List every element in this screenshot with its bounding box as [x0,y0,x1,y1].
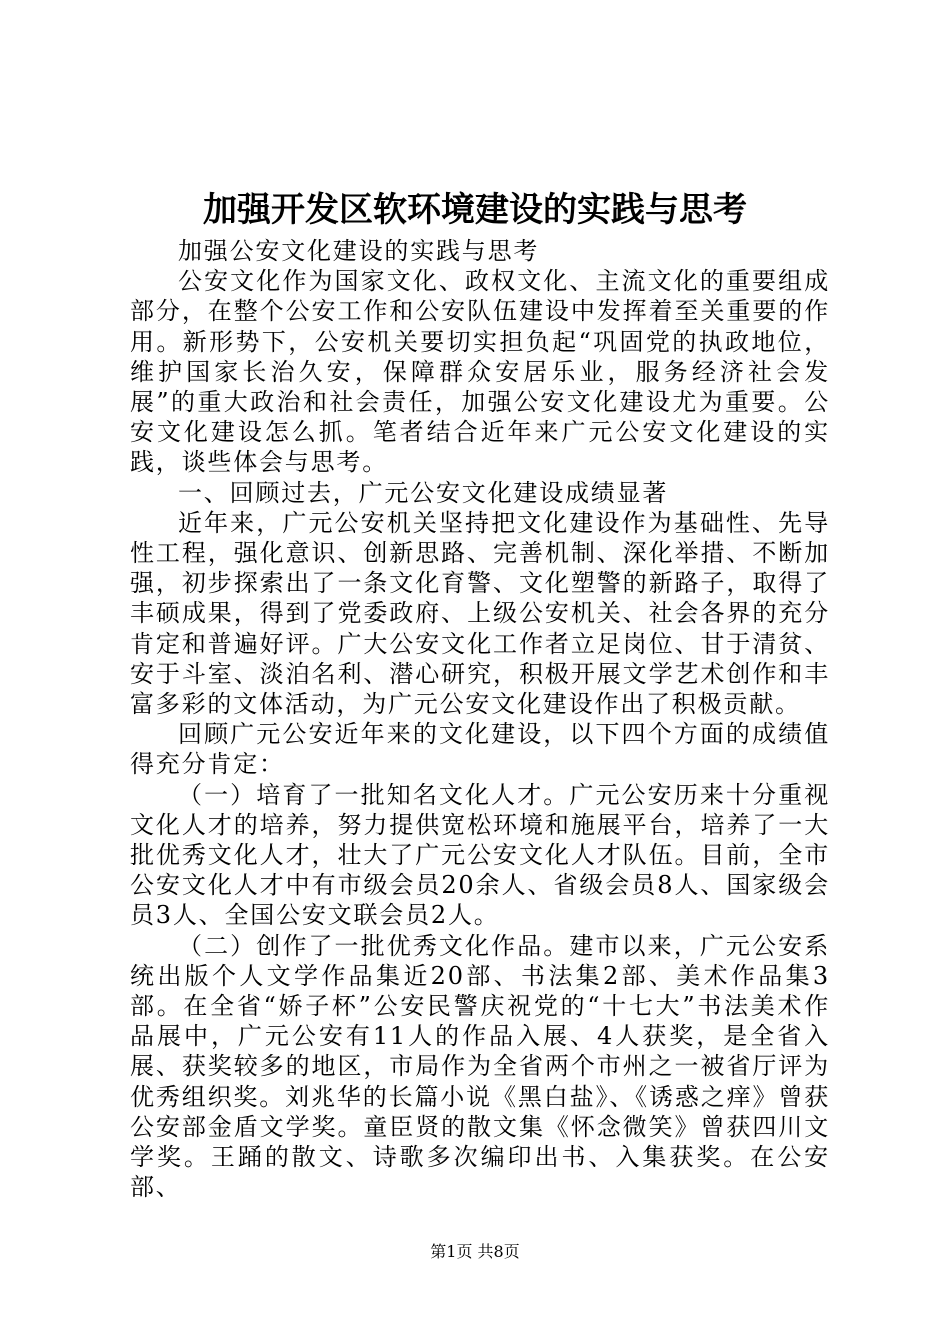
document-title: 加强开发区软环境建设的实践与思考 [203,190,747,230]
page-footer: 第1页 共8页 [430,1242,520,1261]
paragraph: 公安文化作为国家文化、政权文化、主流文化的重要组成部分，在整个公安工作和公安队伍建设中发挥着至关重要的作用。新形势下，公安机关要切实担负起“巩固党的执政地位，维护国家长治久安，保障群众安居乐业，服务经济社会发展”的重大政治和社会责任，加强公安文化建设尤为重要。公安文化建设怎么抓。笔者结合近年来广元公安文化建设的实践，谈些体会与思考。 [130,267,830,477]
paragraph-subtitle: 加强公安文化建设的实践与思考 [178,237,540,265]
paragraph: （一）培育了一批知名文化人才。广元公安历来十分重视文化人才的培养，努力提供宽松环境和施展平台，培养了一大批优秀文化人才，壮大了广元公安文化人才队伍。目前，全市公安文化人才中有市级会员20余人、省级会员8人、国家级会员3人、全国公安文联会员2人。 [130,780,830,930]
section-heading: 一、回顾过去，广元公安文化建设成绩显著 [178,478,669,507]
paragraph: 回顾广元公安近年来的文化建设，以下四个方面的成绩值得充分肯定： [130,720,830,779]
document-body [130,236,830,1203]
paragraph: （二）创作了一批优秀文化作品。建市以来，广元公安系统出版个人文学作品集近20部、书法集2部、美术作品集3部。在全省“娇子杯”公安民警庆祝党的“十七大”书法美术作品展中，广元公安有11人的作品入展、4人获奖，是全省入展、获奖较多的地区，市局作为全省两个市州之一被省厅评为优秀组织奖。刘兆华的长篇小说《黑白盐》、《诱惑之痒》曾获公安部金盾文学奖。童臣贤的散文集《怀念微笑》曾获四川文学奖。王踊的散文、诗歌多次编印出书、入集获奖。在公安部、 [130,931,830,1202]
paragraph: 近年来，广元公安机关坚持把文化建设作为基础性、先导性工程，强化意识、创新思路、完善机制、深化举措、不断加强，初步探索出了一条文化育警、文化塑警的新路子，取得了丰硕成果，得到了党委政府、上级公安机关、社会各界的充分肯定和普遍好评。广大公安文化工作者立足岗位、甘于清贫、安于斗室、淡泊名利、潜心研究，积极开展文学艺术创作和丰富多彩的文体活动，为广元公安文化建设作出了积极贡献。 [130,508,830,719]
